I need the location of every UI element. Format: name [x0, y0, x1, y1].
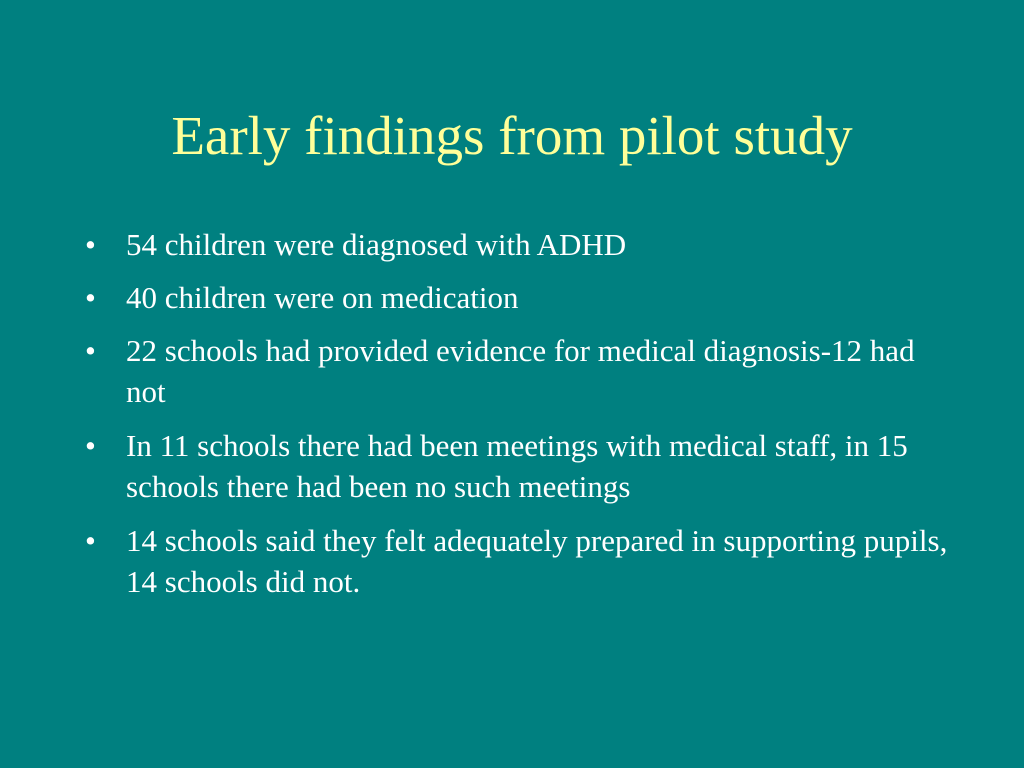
slide-title: Early findings from pilot study	[171, 105, 853, 166]
bullet-item	[85, 520, 955, 602]
bullet-text: 22 schools had provided evidence for medical diagnosis-12 had not	[126, 333, 915, 409]
bullet-icon: •	[85, 280, 96, 315]
bullet-icon: •	[85, 523, 96, 558]
bullet-icon: •	[85, 428, 96, 463]
bullet-item	[85, 330, 955, 412]
bullet-text: 14 schools said they felt adequately prepared in supporting pupils, 14 schools did not.	[126, 523, 948, 599]
bullet-item	[85, 425, 955, 507]
bullet-icon: •	[85, 227, 96, 262]
bullet-icon: •	[85, 333, 96, 368]
bullet-list	[85, 224, 955, 615]
bullet-item	[85, 224, 955, 265]
bullet-item	[85, 277, 955, 318]
bullet-text: 54 children were diagnosed with ADHD	[126, 227, 627, 262]
bullet-text: In 11 schools there had been meetings with medical staff, in 15 schools there had been no such meetings	[126, 428, 908, 504]
bullet-text: 40 children were on medication	[126, 280, 519, 315]
